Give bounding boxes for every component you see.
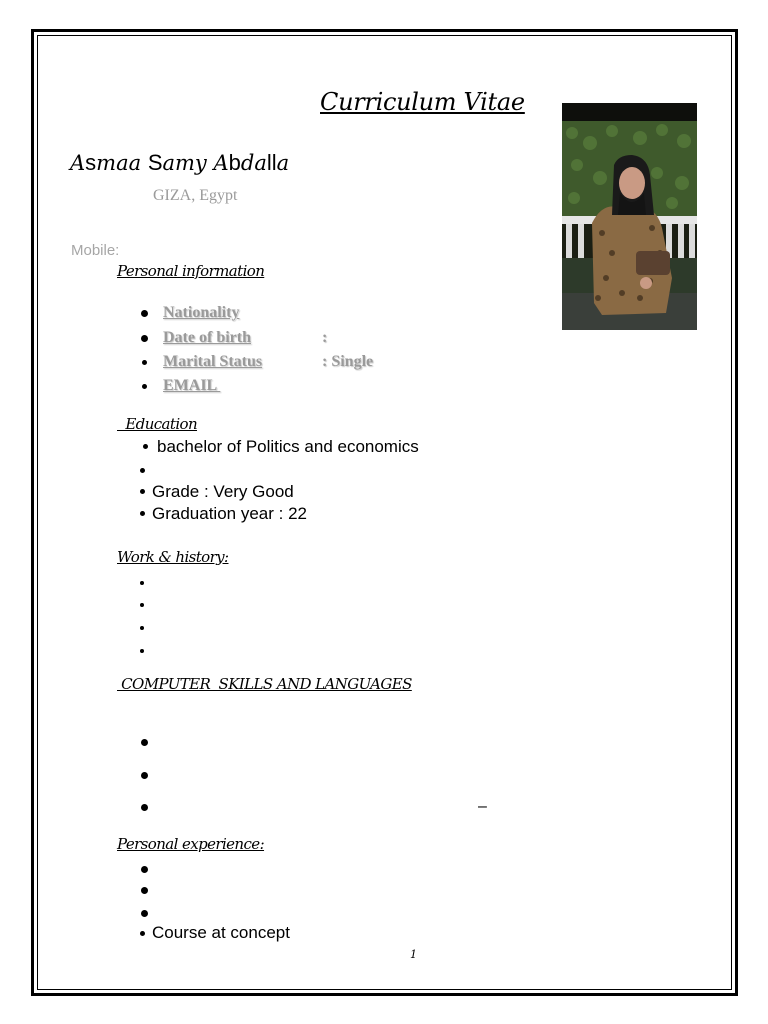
bullet <box>140 489 145 494</box>
computer-skills-heading: COMPUTER SKILLS AND LANGUAGES <box>117 675 412 693</box>
bullet <box>141 772 148 779</box>
date-of-birth-label: Date of birth <box>163 329 251 346</box>
location: GIZA, Egypt <box>153 187 238 204</box>
personal-information-heading: Personal information <box>117 262 265 280</box>
trailing-dash: – <box>478 798 487 815</box>
work-history-heading: Work & history: <box>117 548 229 566</box>
bullet <box>140 511 145 516</box>
experience-item: Course at concept <box>152 923 290 942</box>
date-of-birth-value: : <box>322 329 328 346</box>
bullet <box>141 310 148 317</box>
bullet <box>140 581 144 585</box>
bullet <box>142 360 147 365</box>
bullet <box>140 626 144 630</box>
document-title: Curriculum Vitae <box>320 88 525 116</box>
page-number: 1 <box>410 948 417 961</box>
personal-experience-heading: Personal experience: <box>117 835 265 853</box>
education-item: Graduation year : 22 <box>152 504 307 523</box>
bullet <box>140 468 145 473</box>
bullet <box>141 739 148 746</box>
bullet <box>142 384 147 389</box>
education-heading: Education <box>117 415 198 433</box>
applicant-name: Asmaa Samy Abdalla <box>70 150 290 175</box>
education-item: Grade : Very Good <box>152 482 294 501</box>
bullet <box>141 804 148 811</box>
bullet <box>143 444 148 449</box>
bullet <box>140 931 145 936</box>
education-item: bachelor of Politics and economics <box>157 437 419 456</box>
portrait-photo-icon <box>562 103 697 330</box>
bullet <box>141 335 148 342</box>
email-label: EMAIL <box>163 377 221 394</box>
nationality-label: Nationality <box>163 304 240 321</box>
bullet <box>141 910 148 917</box>
mobile-label: Mobile: <box>71 242 120 259</box>
bullet <box>140 603 144 607</box>
marital-status-label: Marital Status <box>163 353 263 370</box>
bullet <box>141 866 148 873</box>
portrait-photo <box>562 103 697 330</box>
bullet <box>140 649 144 653</box>
bullet <box>141 887 148 894</box>
marital-status-value: : Single <box>322 353 374 370</box>
